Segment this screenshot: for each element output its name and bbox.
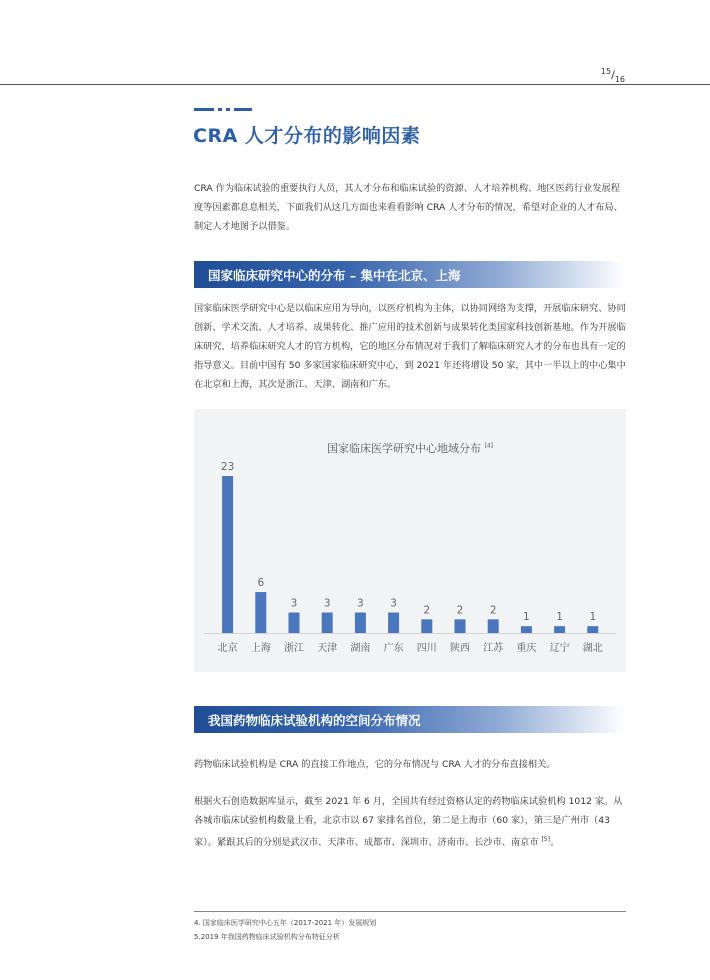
value-label-辽宁: 1 [556, 611, 563, 624]
bar-重庆 [521, 626, 532, 633]
category-label-辽宁: 辽宁 [549, 643, 570, 654]
value-label-陕西: 2 [456, 604, 464, 617]
header-rule [0, 84, 710, 85]
value-label-湖北: 1 [589, 611, 597, 624]
value-label-重庆: 1 [523, 611, 530, 624]
category-label-重庆: 重庆 [516, 643, 537, 654]
bar-江苏 [488, 619, 499, 633]
bar-陕西 [455, 619, 466, 633]
bar-浙江 [289, 613, 300, 633]
value-label-江苏: 2 [489, 604, 497, 617]
section-heading-2: 我国药物临床试验机构的空间分布情况 [208, 713, 421, 728]
section2-paragraph-1: 药物临床试验机构是 CRA 的直接工作地点，它的分布情况与 CRA 人才的分布直接相关。 [194, 759, 556, 770]
category-label-湖北: 湖北 [582, 643, 603, 654]
page-number: $^{15}/_{16}$ [600, 67, 625, 84]
footnote-5: 5.2019 年我国药物临床试验机构分布特征分析 [194, 933, 340, 941]
value-label-北京: 23 [220, 461, 235, 473]
value-label-天津: 3 [323, 597, 331, 610]
section-heading: 国家临床研究中心的分布 – 集中在北京、上海 [208, 268, 461, 283]
section-heading-bar-2 [194, 706, 626, 733]
bar-广东 [388, 613, 399, 633]
bar-北京 [222, 476, 233, 633]
bar-上海 [255, 592, 266, 633]
value-label-广东: 3 [390, 597, 397, 610]
bar-chart [194, 409, 626, 672]
section-heading-bar [194, 261, 626, 288]
category-label-天津: 天津 [317, 643, 338, 654]
value-label-四川: 2 [423, 604, 431, 617]
intro-paragraph: CRA 作为临床试验的重要执行人员，其人才分布和临床试验的资源、人才培养机构、地区医药行业发展程度等因素都息息相关，下面我们从这几方面也来看看影响 CRA 人才分布的情况，希望对企业的人才布局、制定人才地图予以借鉴。 [194, 183, 623, 232]
chart-plot [194, 409, 626, 672]
category-label-湖南: 湖南 [350, 643, 371, 654]
value-label-上海: 6 [257, 577, 265, 590]
category-label-陕西: 陕西 [450, 643, 470, 654]
page-title: CRA 人才分布的影响因素 [193, 125, 421, 147]
category-label-浙江: 浙江 [284, 643, 304, 654]
category-label-广东: 广东 [383, 643, 404, 654]
category-label-上海: 上海 [250, 643, 271, 654]
bar-湖北 [587, 626, 598, 633]
bar-天津 [322, 613, 333, 633]
value-label-浙江: 3 [290, 597, 298, 610]
value-label-湖南: 3 [357, 597, 364, 610]
bar-四川 [421, 619, 432, 633]
category-label-四川: 四川 [416, 643, 437, 654]
bar-辽宁 [554, 626, 565, 633]
section1-paragraph: 国家临床医学研究中心是以临床应用为导向，以医疗机构为主体，以协同网络为支撑，开展临床研究、协同创新、学术交流、人才培养、成果转化、推广应用的技术创新与成果转化类国家科技创新基地。作为开展临床研究，培养临床研究人才的官方机构，它的地区分布情况对于我们了解临床研究人才的分布也具有一定的指导意义。目前中国有 50 多家国家临床研究中心，到 2021 年还将增设 50 家，其中一半以上的中心集中在北京和上海，其次是浙江、天津、湖南和广东。 [194, 303, 626, 390]
category-label-江苏: 江苏 [483, 643, 504, 654]
footnote-4: 4. 国家临床医学研究中心五年（2017-2021 年）发展规划 [194, 919, 377, 927]
bar-湖南 [355, 613, 366, 633]
chart-title: 国家临床医学研究中心地域分布 [4] [327, 442, 493, 455]
footnote-rule [194, 911, 626, 912]
category-label-北京: 北京 [217, 643, 238, 654]
section2-paragraph-2: 根据火石创造数据库显示，截至 2021 年 6 月，全国共有经过资格认定的药物临床试验机构 1012 家。从各城市临床试验机构数量上看，北京市以 67 家排名首位，第二是上海市（60 家），第三是广州市（43 家）。紧跟其后的分别是武汉市、天津市、成都市、深圳市、济南市、长沙市、南京市 [5]。 [194, 796, 623, 849]
